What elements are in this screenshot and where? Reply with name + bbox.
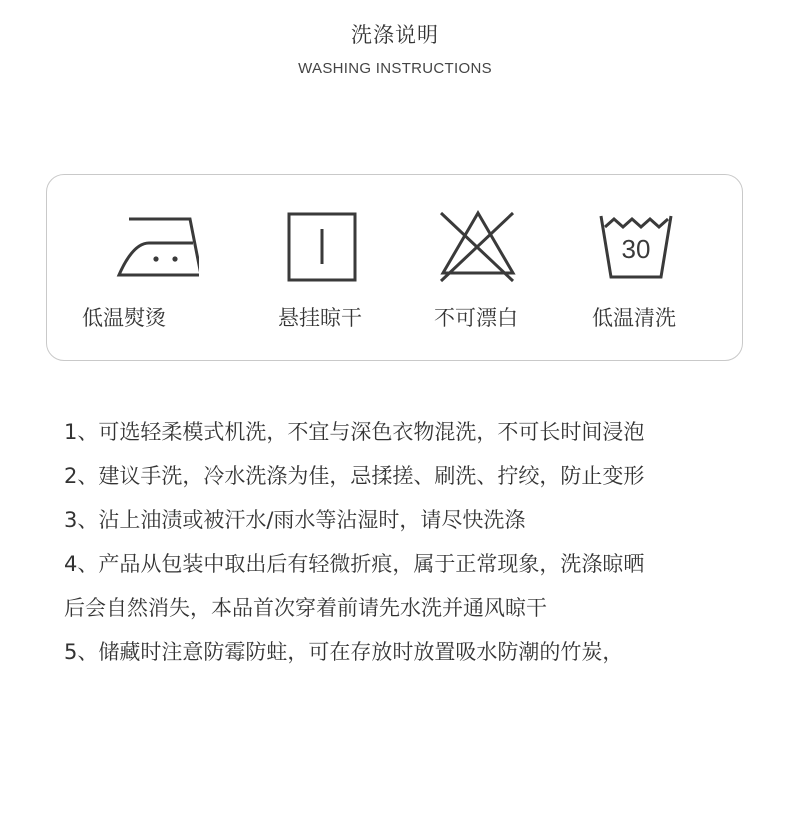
care-symbols-panel	[46, 174, 743, 361]
care-label-hang-dry: 悬挂晾干	[278, 306, 362, 330]
page-title: 洗涤说明	[351, 23, 439, 47]
instruction-line: 3、沾上油渍或被汗水/雨水等沾湿时，请尽快洗涤	[64, 508, 526, 532]
instruction-line: 1、可选轻柔模式机洗，不宜与深色衣物混洗，不可长时间浸泡	[64, 420, 645, 444]
care-item-hang-dry	[245, 175, 395, 362]
care-label-iron: 低温熨烫	[82, 306, 166, 330]
wash-temperature: 30	[621, 234, 651, 264]
instruction-line: 4、产品从包装中取出后有轻微折痕，属于正常现象，洗涤晾晒	[64, 552, 645, 576]
instructions-list	[64, 410, 764, 674]
instruction-line: 5、储藏时注意防霉防蛀，可在存放时放置吸水防潮的竹炭，	[64, 640, 624, 664]
care-item-no-bleach	[401, 175, 551, 362]
care-label-wash: 低温清洗	[592, 306, 676, 330]
care-label-no-bleach: 不可漂白	[434, 306, 518, 330]
instruction-line: 后会自然消失，本品首次穿着前请先水洗并通风晾干	[64, 596, 547, 620]
page-subtitle: WASHING INSTRUCTIONS	[298, 60, 492, 77]
do-not-bleach-icon	[401, 207, 551, 283]
iron-low-temp-icon	[49, 207, 199, 283]
wash-30-icon	[559, 207, 709, 283]
care-item-wash-30	[559, 175, 709, 362]
care-item-iron	[49, 175, 199, 362]
instruction-line: 2、建议手洗，冷水洗涤为佳，忌揉搓、刷洗、拧绞，防止变形	[64, 464, 645, 488]
hang-dry-icon	[245, 207, 395, 283]
